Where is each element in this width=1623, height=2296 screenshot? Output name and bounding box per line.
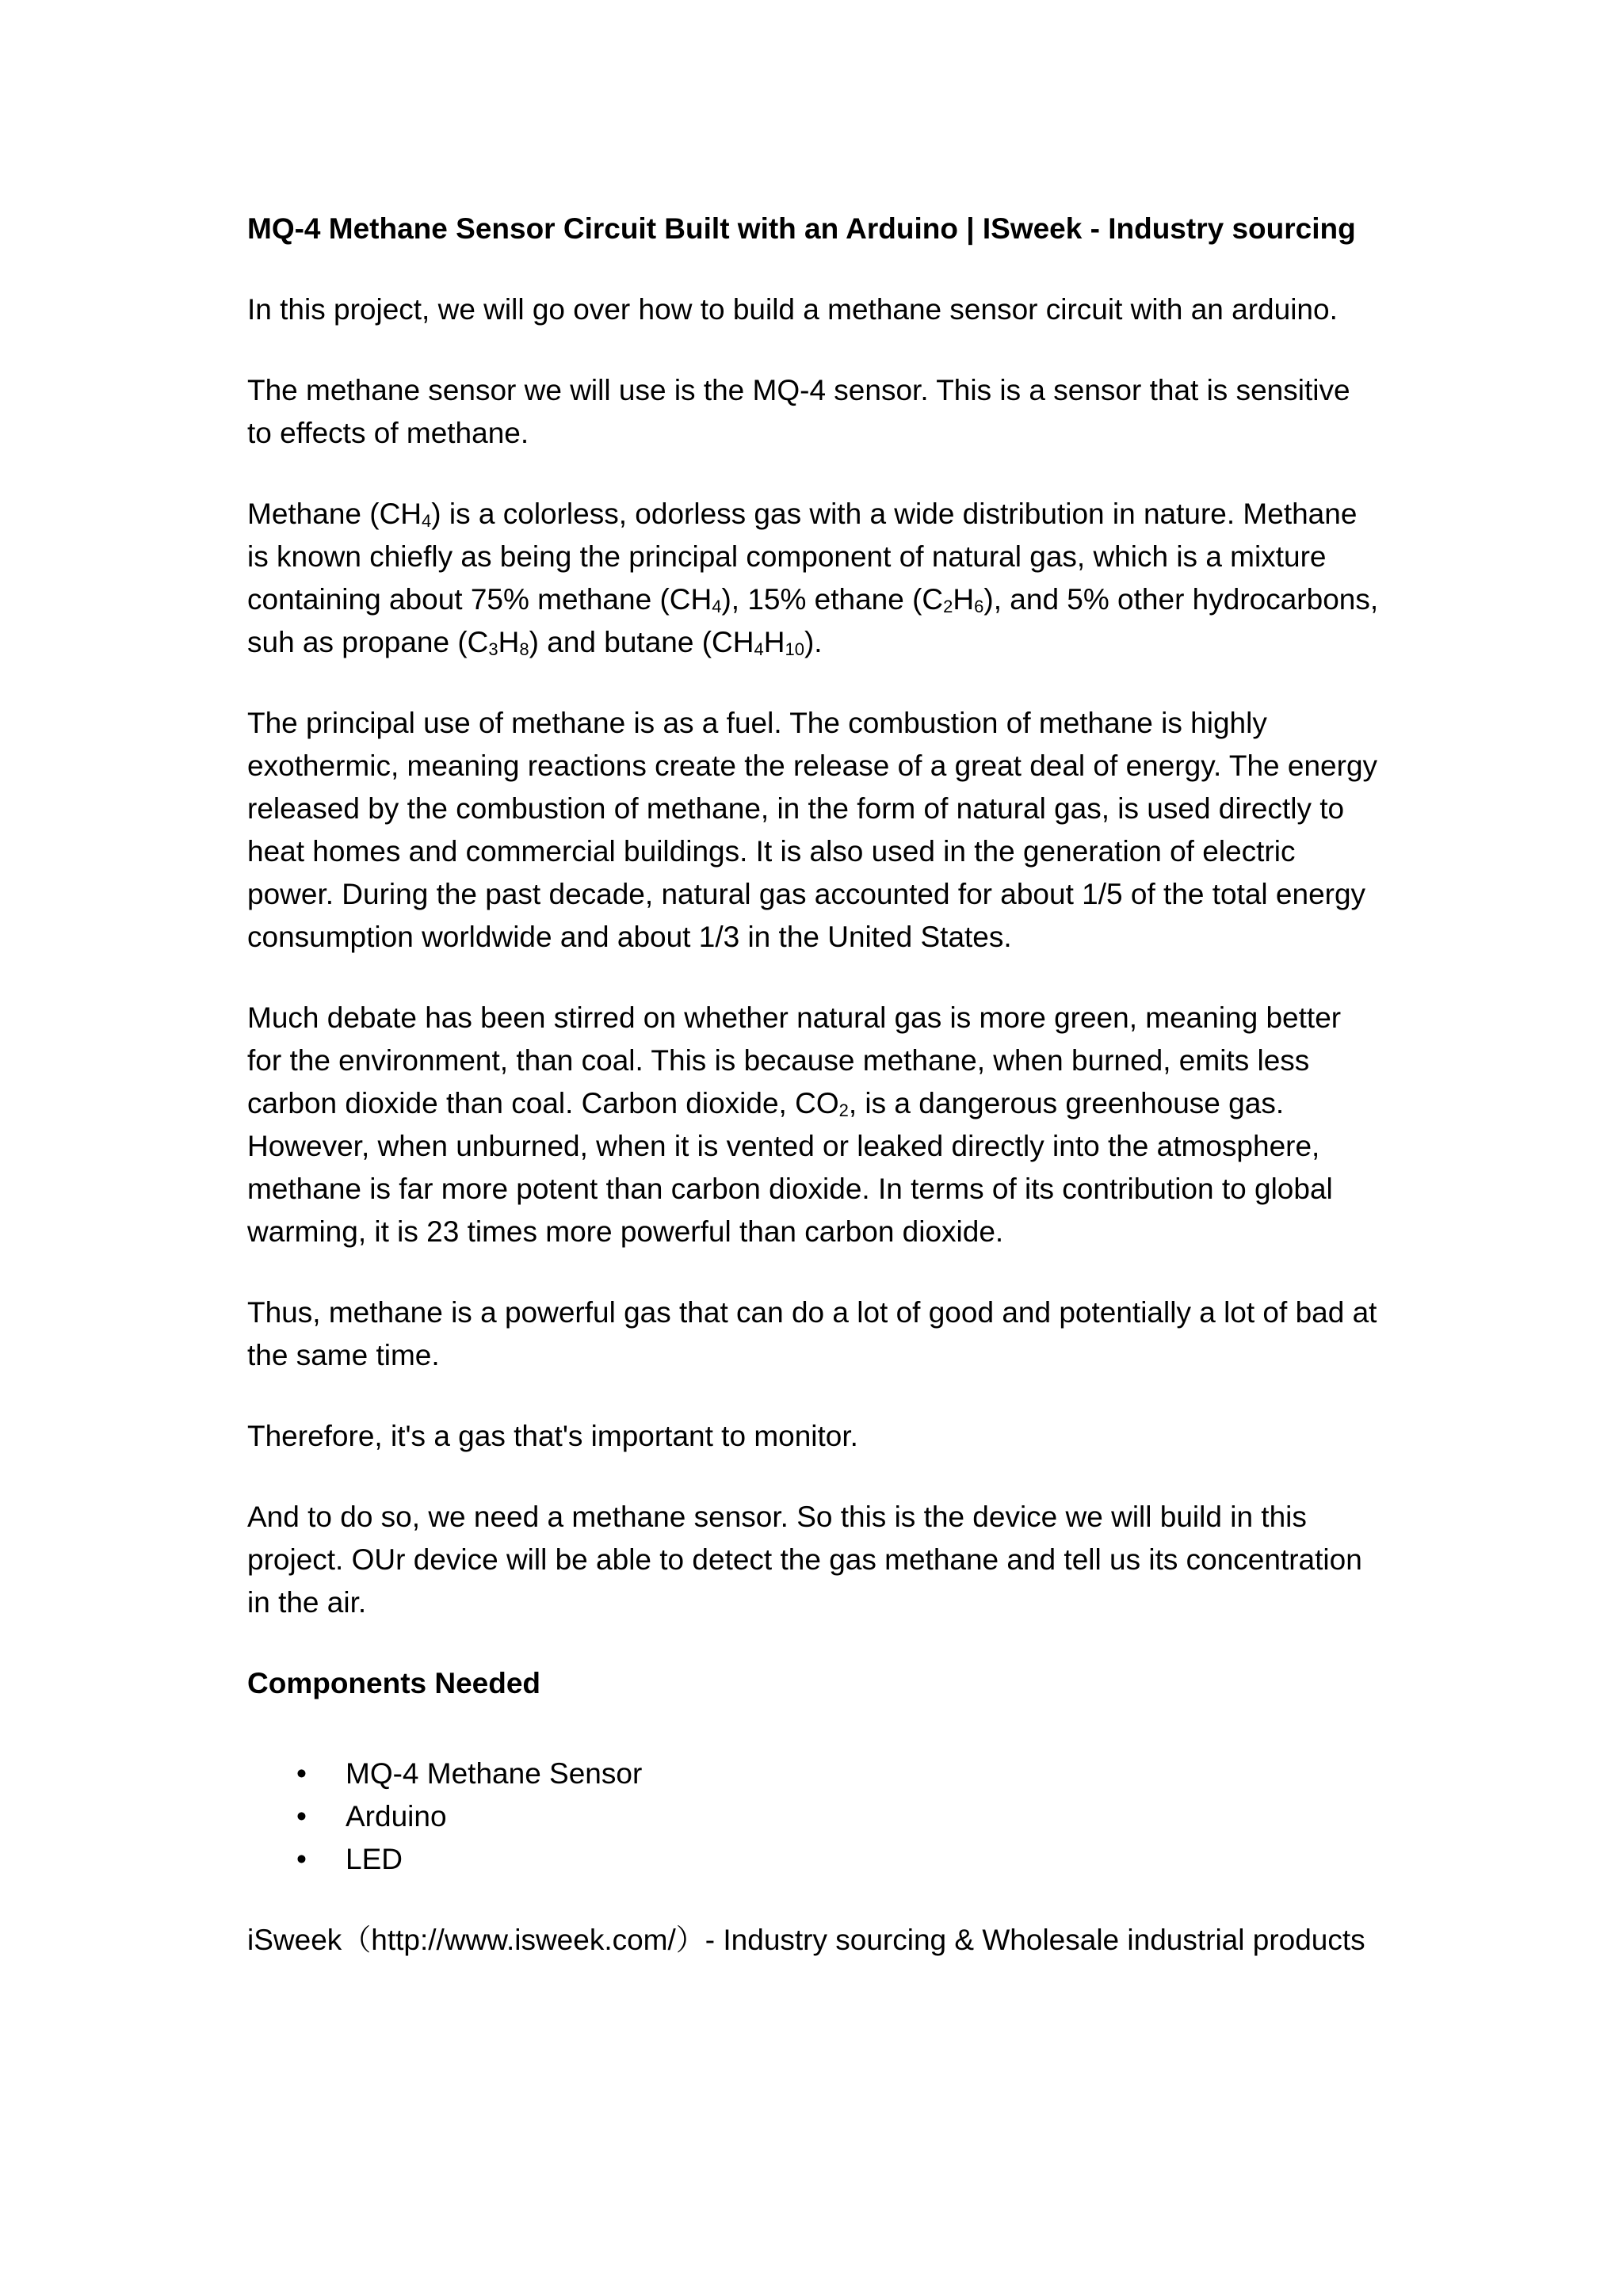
document-page — [247, 208, 1381, 2000]
paragraph-intro: In this project, we will go over how to build a methane sensor circuit with an arduino. — [247, 293, 1338, 326]
bullet-icon: • — [296, 1800, 307, 1833]
bullet-icon: • — [296, 1757, 307, 1790]
components-heading: Components Needed — [247, 1667, 541, 1699]
list-item: • LED — [346, 1838, 1381, 1881]
paragraph-fuel-use: The principal use of methane is as a fuel. The combustion of methane is highly exothermic, meaning reactions create the release of a great deal of energy. The energy released by the combustion of methane, in the form of natural gas, is used directly to heat homes and commercial buildings. It is also used in the generation of electric power. During the past decade, natural gas accounted for about 1/5 of the total energy consumption worldwide and about 1/3 in the United States. — [247, 707, 1378, 953]
paragraph-monitor: Therefore, it's a gas that's important to monitor. — [247, 1420, 858, 1452]
paragraph-environment-debate: Much debate has been stirred on whether natural gas is more green, meaning better for the environment, than coal. This is because methane, when burned, emits less carbon dioxide than coal. Carbon dioxide, $CO_2$, is a dangerous greenhouse gas. However, when unburned, when it is vented or leaked directly into the atmosphere, methane is far more potent than carbon dioxide. In terms of its contribution to global warming, it is 23 times more powerful than carbon dioxide. — [247, 1001, 1342, 1248]
list-item: • MQ-4 Methane Sensor — [346, 1753, 1381, 1795]
paragraph-good-and-bad: Thus, methane is a powerful gas that can do a lot of good and potentially a lot of bad at the same time. — [247, 1296, 1377, 1371]
paragraph-methane-composition: Methane $(CH_4)$ is a colorless, odorless gas with a wide distribution in nature. Methane is known chiefly as being the principal component of natural gas, which is a mixture containing about 75% methane $(CH_4)$, 15% ethane $(C_2H_6)$, and 5% other hydrocarbons, suh as propane $(C_3H_8)$ and butane $(CH_4H_{10})$. — [247, 498, 1379, 659]
list-item: • Arduino — [346, 1795, 1381, 1838]
components-list — [247, 1753, 1381, 1881]
document-title: MQ-4 Methane Sensor Circuit Built with an Arduino | ISweek - Industry sourcing — [247, 212, 1356, 245]
bullet-icon: • — [296, 1843, 307, 1875]
paragraph-sensor: The methane sensor we will use is the MQ-4 sensor. This is a sensor that is sensitive to effects of methane. — [247, 374, 1350, 449]
paragraph-device: And to do so, we need a methane sensor. So this is the device we will build in this project. OUr device will be able to detect the gas methane and tell us its concentration in the air. — [247, 1501, 1362, 1619]
footer-source: iSweek（http://www.isweek.com/）- Industry sourcing & Wholesale industrial products — [247, 1924, 1365, 1956]
